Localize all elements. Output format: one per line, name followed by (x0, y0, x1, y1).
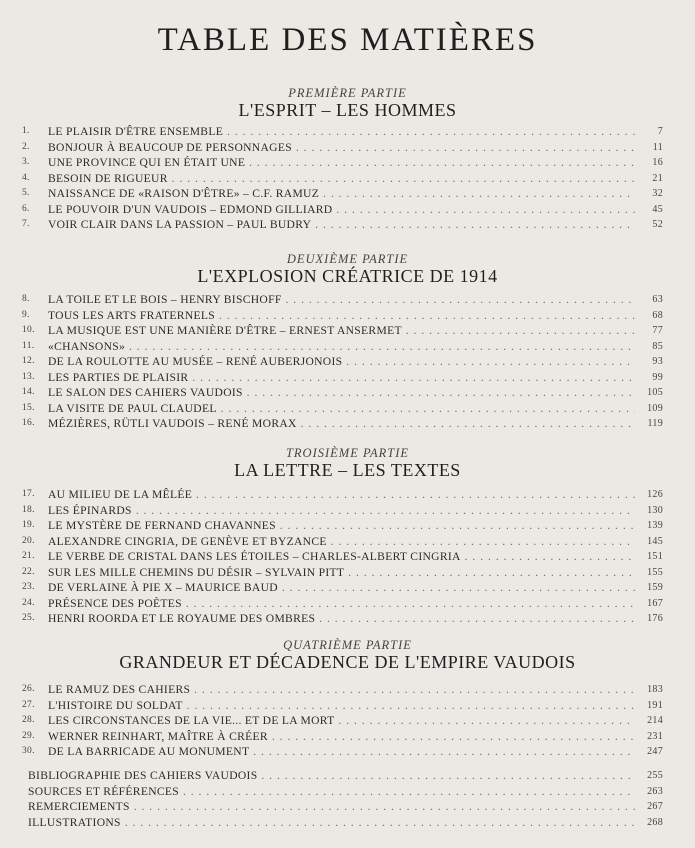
entry-title: LE POUVOIR D'UN VAUDOIS – EDMOND GILLIARD . . . (48, 202, 635, 218)
toc-entry[interactable] (0, 140, 695, 156)
entry-page: 32 (652, 188, 663, 199)
entry-number: 29. (22, 730, 35, 741)
part-heading: L'ESPRIT – LES HOMMES (238, 100, 457, 120)
entry-page: 105 (647, 387, 663, 398)
toc-entry[interactable] (0, 503, 695, 519)
toc-entry[interactable] (0, 799, 695, 815)
entry-title: BIBLIOGRAPHIE DES CAHIERS VAUDOIS . . . (28, 768, 635, 784)
entry-number: 6. (22, 203, 30, 214)
entry-page: 63 (652, 294, 663, 305)
entry-page: 45 (652, 203, 663, 215)
entry-title: LE SALON DES CAHIERS VAUDOIS . . . (48, 385, 635, 401)
entry-page: 159 (647, 582, 663, 593)
toc-entry[interactable] (0, 549, 695, 565)
entry-number: 16. (22, 418, 35, 428)
part-label: TROISIÈME PARTIE (285, 446, 410, 460)
part-heading: LA LETTRE – LES TEXTES (234, 460, 461, 480)
entry-number: 11. (22, 340, 35, 351)
entry-page: 52 (652, 219, 663, 230)
entry-number: 15. (22, 402, 35, 413)
toc-entry[interactable] (0, 487, 695, 503)
toc-entry[interactable] (0, 339, 695, 355)
entry-page: 130 (647, 504, 663, 516)
entry-number: 3. (22, 157, 30, 167)
entry-number: 1. (22, 126, 30, 136)
toc-entry[interactable] (0, 308, 695, 324)
toc-entry[interactable] (0, 155, 695, 171)
entry-page: 268 (647, 816, 663, 828)
entry-number: 27. (22, 699, 35, 710)
entry-number: 26. (22, 684, 35, 694)
entry-number: 19. (22, 520, 35, 530)
entry-title: LES CIRCONSTANCES DE LA VIE... ET DE LA MORT . . . (48, 713, 635, 729)
entry-page: 109 (647, 402, 663, 414)
toc-entry[interactable] (0, 534, 695, 550)
entry-number: 23. (22, 582, 35, 592)
toc-entry[interactable] (0, 698, 695, 714)
entry-title: VOIR CLAIR DANS LA PASSION – PAUL BUDRY . . . (48, 217, 635, 233)
entry-title: DE LA BARRICADE AU MONUMENT . . . (48, 744, 635, 760)
toc-entry[interactable] (0, 596, 695, 612)
entry-page: 21 (652, 172, 663, 184)
toc-entry[interactable] (0, 292, 695, 308)
entry-page: 85 (652, 340, 663, 352)
entry-title: LA VISITE DE PAUL CLAUDEL . . . (48, 401, 635, 417)
toc-entry[interactable] (0, 186, 695, 202)
entry-page: 68 (652, 309, 663, 321)
entry-page: 267 (647, 801, 663, 812)
entry-title: LE MYSTÈRE DE FERNAND CHAVANNES . . . (48, 518, 635, 534)
entry-title: BESOIN DE RIGUEUR . . . (48, 171, 635, 187)
entry-title: L'HISTOIRE DU SOLDAT . . . (48, 698, 635, 714)
entry-title: DE LA ROULOTTE AU MUSÉE – RENÉ AUBERJONOIS . . . (48, 354, 635, 370)
entry-page: 139 (647, 520, 663, 531)
entry-title: LE RAMUZ DES CAHIERS . . . (48, 682, 635, 698)
entry-page: 255 (647, 770, 663, 781)
entry-title: LE VERBE DE CRISTAL DANS LES ÉTOILES – CHARLES-ALBERT CINGRIA . . . (48, 549, 635, 565)
toc-entry[interactable] (0, 217, 695, 233)
part-3-entries (0, 487, 695, 627)
part-3-header (0, 446, 695, 481)
toc-entry[interactable] (0, 784, 695, 800)
entry-title: LES ÉPINARDS . . . (48, 503, 635, 519)
toc-entry[interactable] (0, 744, 695, 760)
entry-page: 214 (647, 715, 663, 726)
back-matter-entries (0, 768, 695, 830)
entry-number: 30. (22, 746, 35, 756)
toc-entry[interactable] (0, 682, 695, 698)
entry-number: 22. (22, 566, 35, 577)
entry-title: ALEXANDRE CINGRIA, DE GENÈVE ET BYZANCE . . . (48, 534, 635, 550)
toc-entry[interactable] (0, 323, 695, 339)
page-title: TABLE DES MATIÈRES (157, 22, 538, 58)
toc-entry[interactable] (0, 385, 695, 401)
entry-title: LE PLAISIR D'ÊTRE ENSEMBLE . . . (48, 124, 635, 140)
toc-entry[interactable] (0, 713, 695, 729)
entry-title: TOUS LES ARTS FRATERNELS . . . (48, 308, 635, 324)
entry-page: 151 (647, 551, 663, 562)
entry-title: SOURCES ET RÉFÉRENCES . . . (28, 784, 635, 800)
entry-title: MÉZIÈRES, RÜTLI VAUDOIS – RENÉ MORAX . . . (48, 416, 635, 432)
entry-number: 7. (22, 219, 30, 229)
entry-title: «CHANSONS» . . . (48, 339, 635, 355)
entry-title: REMERCIEMENTS . . . (28, 799, 635, 815)
entry-number: 2. (22, 141, 30, 152)
toc-entry[interactable] (0, 416, 695, 432)
entry-title: HENRI ROORDA ET LE ROYAUME DES OMBRES . . . (48, 611, 635, 627)
entry-title: AU MILIEU DE LA MÊLÉE . . . (48, 487, 635, 503)
part-label: QUATRIÈME PARTIE (283, 638, 412, 652)
entry-page: 167 (647, 597, 663, 609)
entry-number: 18. (22, 504, 35, 515)
toc-entry[interactable] (0, 401, 695, 417)
entry-title: LA MUSIQUE EST UNE MANIÈRE D'ÊTRE – ERNEST ANSERMET . . . (48, 323, 635, 339)
entry-title: SUR LES MILLE CHEMINS DU DÉSIR – SYLVAIN PITT . . . (48, 565, 635, 581)
entry-page: 231 (647, 730, 663, 742)
entry-number: 25. (22, 613, 35, 623)
part-heading: L'EXPLOSION CRÉATRICE DE 1914 (197, 266, 498, 286)
entry-number: 21. (22, 551, 35, 561)
entry-number: 4. (22, 172, 30, 183)
toc-entry[interactable] (0, 565, 695, 581)
entry-page: 16 (652, 157, 663, 168)
toc-entry[interactable] (0, 729, 695, 745)
entry-number: 5. (22, 188, 30, 198)
entry-page: 11 (652, 141, 663, 153)
entry-number: 17. (22, 489, 35, 499)
entry-title: BONJOUR À BEAUCOUP DE PERSONNAGES . . . (48, 140, 635, 156)
toc-entry[interactable] (0, 124, 695, 140)
part-4-entries (0, 682, 695, 760)
entry-number: 14. (22, 387, 35, 397)
entry-title: DE VERLAINE À PIE X – MAURICE BAUD . . . (48, 580, 635, 596)
entry-number: 13. (22, 371, 35, 382)
entry-page: 247 (647, 746, 663, 757)
toc-entry[interactable] (0, 171, 695, 187)
entry-title: NAISSANCE DE «RAISON D'ÊTRE» – C.F. RAMUZ . . . (48, 186, 635, 202)
entry-number: 9. (22, 309, 30, 320)
entry-page: 191 (647, 699, 663, 711)
part-label: DEUXIÈME PARTIE (286, 252, 409, 266)
entry-page: 77 (652, 325, 663, 336)
toc-entry[interactable] (0, 354, 695, 370)
part-heading: GRANDEUR ET DÉCADENCE DE L'EMPIRE VAUDOIS (119, 652, 576, 672)
entry-page: 93 (652, 356, 663, 367)
entry-page: 176 (647, 613, 663, 624)
entry-page: 99 (652, 371, 663, 383)
part-label: PREMIÈRE PARTIE (288, 86, 407, 100)
part-2-entries (0, 292, 695, 432)
entry-title: UNE PROVINCE QUI EN ÉTAIT UNE . . . (48, 155, 635, 171)
entry-title: LA TOILE ET LE BOIS – HENRY BISCHOFF . . . (48, 292, 635, 308)
entry-number: 24. (22, 597, 35, 608)
entry-page: 126 (647, 489, 663, 500)
toc-entry[interactable] (0, 768, 695, 784)
toc-entry[interactable] (0, 580, 695, 596)
entry-number: 12. (22, 356, 35, 366)
entry-title: WERNER REINHART, MAÎTRE À CRÉER . . . (48, 729, 635, 745)
toc-entry[interactable] (0, 611, 695, 627)
entry-title: PRÉSENCE DES POÈTES . . . (48, 596, 635, 612)
part-4-header (0, 638, 695, 673)
entry-page: 145 (647, 535, 663, 547)
part-1-header (0, 86, 695, 121)
toc-entry[interactable] (0, 518, 695, 534)
entry-title: ILLUSTRATIONS . . . (28, 815, 635, 831)
entry-number: 10. (22, 325, 35, 335)
toc-entry[interactable] (0, 202, 695, 218)
entry-title: LES PARTIES DE PLAISIR . . . (48, 370, 635, 386)
toc-entry[interactable] (0, 815, 695, 831)
entry-number: 28. (22, 715, 35, 725)
entry-page: 183 (647, 684, 663, 695)
toc-entry[interactable] (0, 370, 695, 386)
entry-number: 20. (22, 535, 35, 546)
entry-page: 119 (647, 418, 663, 429)
entry-page: 263 (647, 785, 663, 797)
entry-number: 8. (22, 294, 30, 304)
part-2-header (0, 252, 695, 287)
entry-page: 7 (657, 126, 663, 137)
part-1-entries (0, 124, 695, 233)
entry-page: 155 (647, 566, 663, 578)
